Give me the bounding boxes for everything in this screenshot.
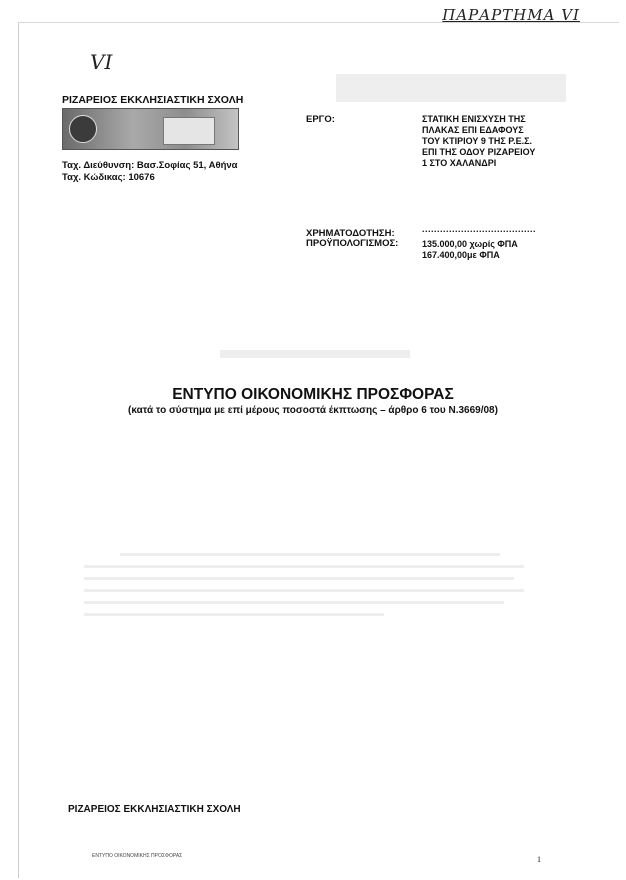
footer-school-name: ΡΙΖΑΡΕΙΟΣ ΕΚΚΛΗΣΙΑΣΤΙΚΗ ΣΧΟΛΗ bbox=[68, 804, 241, 815]
bleed-through-text bbox=[84, 601, 504, 604]
footer-document-label: ΕΝΤΥΠΟ ΟΙΚΟΝΟΜΙΚΗΣ ΠΡΟΣΦΟΡΑΣ bbox=[92, 853, 183, 859]
bleed-through-text bbox=[84, 565, 524, 568]
handwritten-roman-numeral: VI bbox=[90, 50, 113, 74]
project-label: ΕΡΓΟ: bbox=[306, 114, 335, 125]
bleed-through-heading bbox=[220, 350, 410, 358]
bleed-through-text bbox=[84, 589, 524, 592]
school-address: Ταχ. Διεύθυνση: Βασ.Σοφίας 51, Αθήνα bbox=[62, 160, 238, 171]
project-description bbox=[422, 114, 535, 169]
document-subtitle: (κατά το σύστημα με επί μέρους ποσοστά έκπτωσης – άρθρο 6 του Ν.3669/08) bbox=[128, 405, 498, 416]
bleed-through-text bbox=[84, 613, 384, 616]
project-line: 1 ΣΤΟ ΧΑΛΑΝΔΡΙ bbox=[422, 158, 497, 168]
project-line: ΕΠΙ ΤΗΣ ΟΔΟΥ ΡΙΖΑΡΕΙΟΥ bbox=[422, 147, 536, 157]
project-line: ΠΛΑΚΑΣ ΕΠΙ ΕΔΑΦΟΥΣ bbox=[422, 125, 524, 135]
funding-label: ΧΡΗΜΑΤΟΔΟΤΗΣΗ: bbox=[306, 228, 395, 239]
document-title: ΕΝΤΥΠΟ ΟΙΚΟΝΟΜΙΚΗΣ ΠΡΟΣΦΟΡΑΣ bbox=[172, 386, 454, 403]
handwritten-annex-label: ΠΑΡΑΡΤΗΜΑ VI bbox=[442, 6, 580, 24]
school-name: ΡΙΖΑΡΕΙΟΣ ΕΚΚΛΗΣΙΑΣΤΙΚΗ ΣΧΟΛΗ bbox=[62, 94, 244, 106]
budget-label: ΠΡΟΫΠΟΛΟΓΙΣΜΟΣ: bbox=[306, 238, 399, 249]
school-postal-code: Ταχ. Κώδικας: 10676 bbox=[62, 172, 155, 183]
bleed-through-text bbox=[84, 577, 514, 580]
funding-value: ...................................... bbox=[422, 224, 537, 234]
bleed-through-logo bbox=[336, 74, 566, 102]
bleed-through-text bbox=[120, 553, 500, 556]
building-photo-icon bbox=[163, 117, 215, 145]
project-line: ΤΟΥ ΚΤΙΡΙΟΥ 9 ΤΗΣ Ρ.Ε.Σ. bbox=[422, 136, 533, 146]
page-number: 1 bbox=[537, 855, 541, 864]
budget-with-vat: 167.400,00με ΦΠΑ bbox=[422, 250, 500, 260]
school-seal-icon bbox=[69, 115, 97, 143]
budget-without-vat: 135.000,00 χωρίς ΦΠΑ bbox=[422, 239, 518, 249]
school-logo-banner bbox=[62, 108, 239, 150]
project-line: ΣΤΑΤΙΚΗ ΕΝΙΣΧΥΣΗ ΤΗΣ bbox=[422, 114, 526, 124]
